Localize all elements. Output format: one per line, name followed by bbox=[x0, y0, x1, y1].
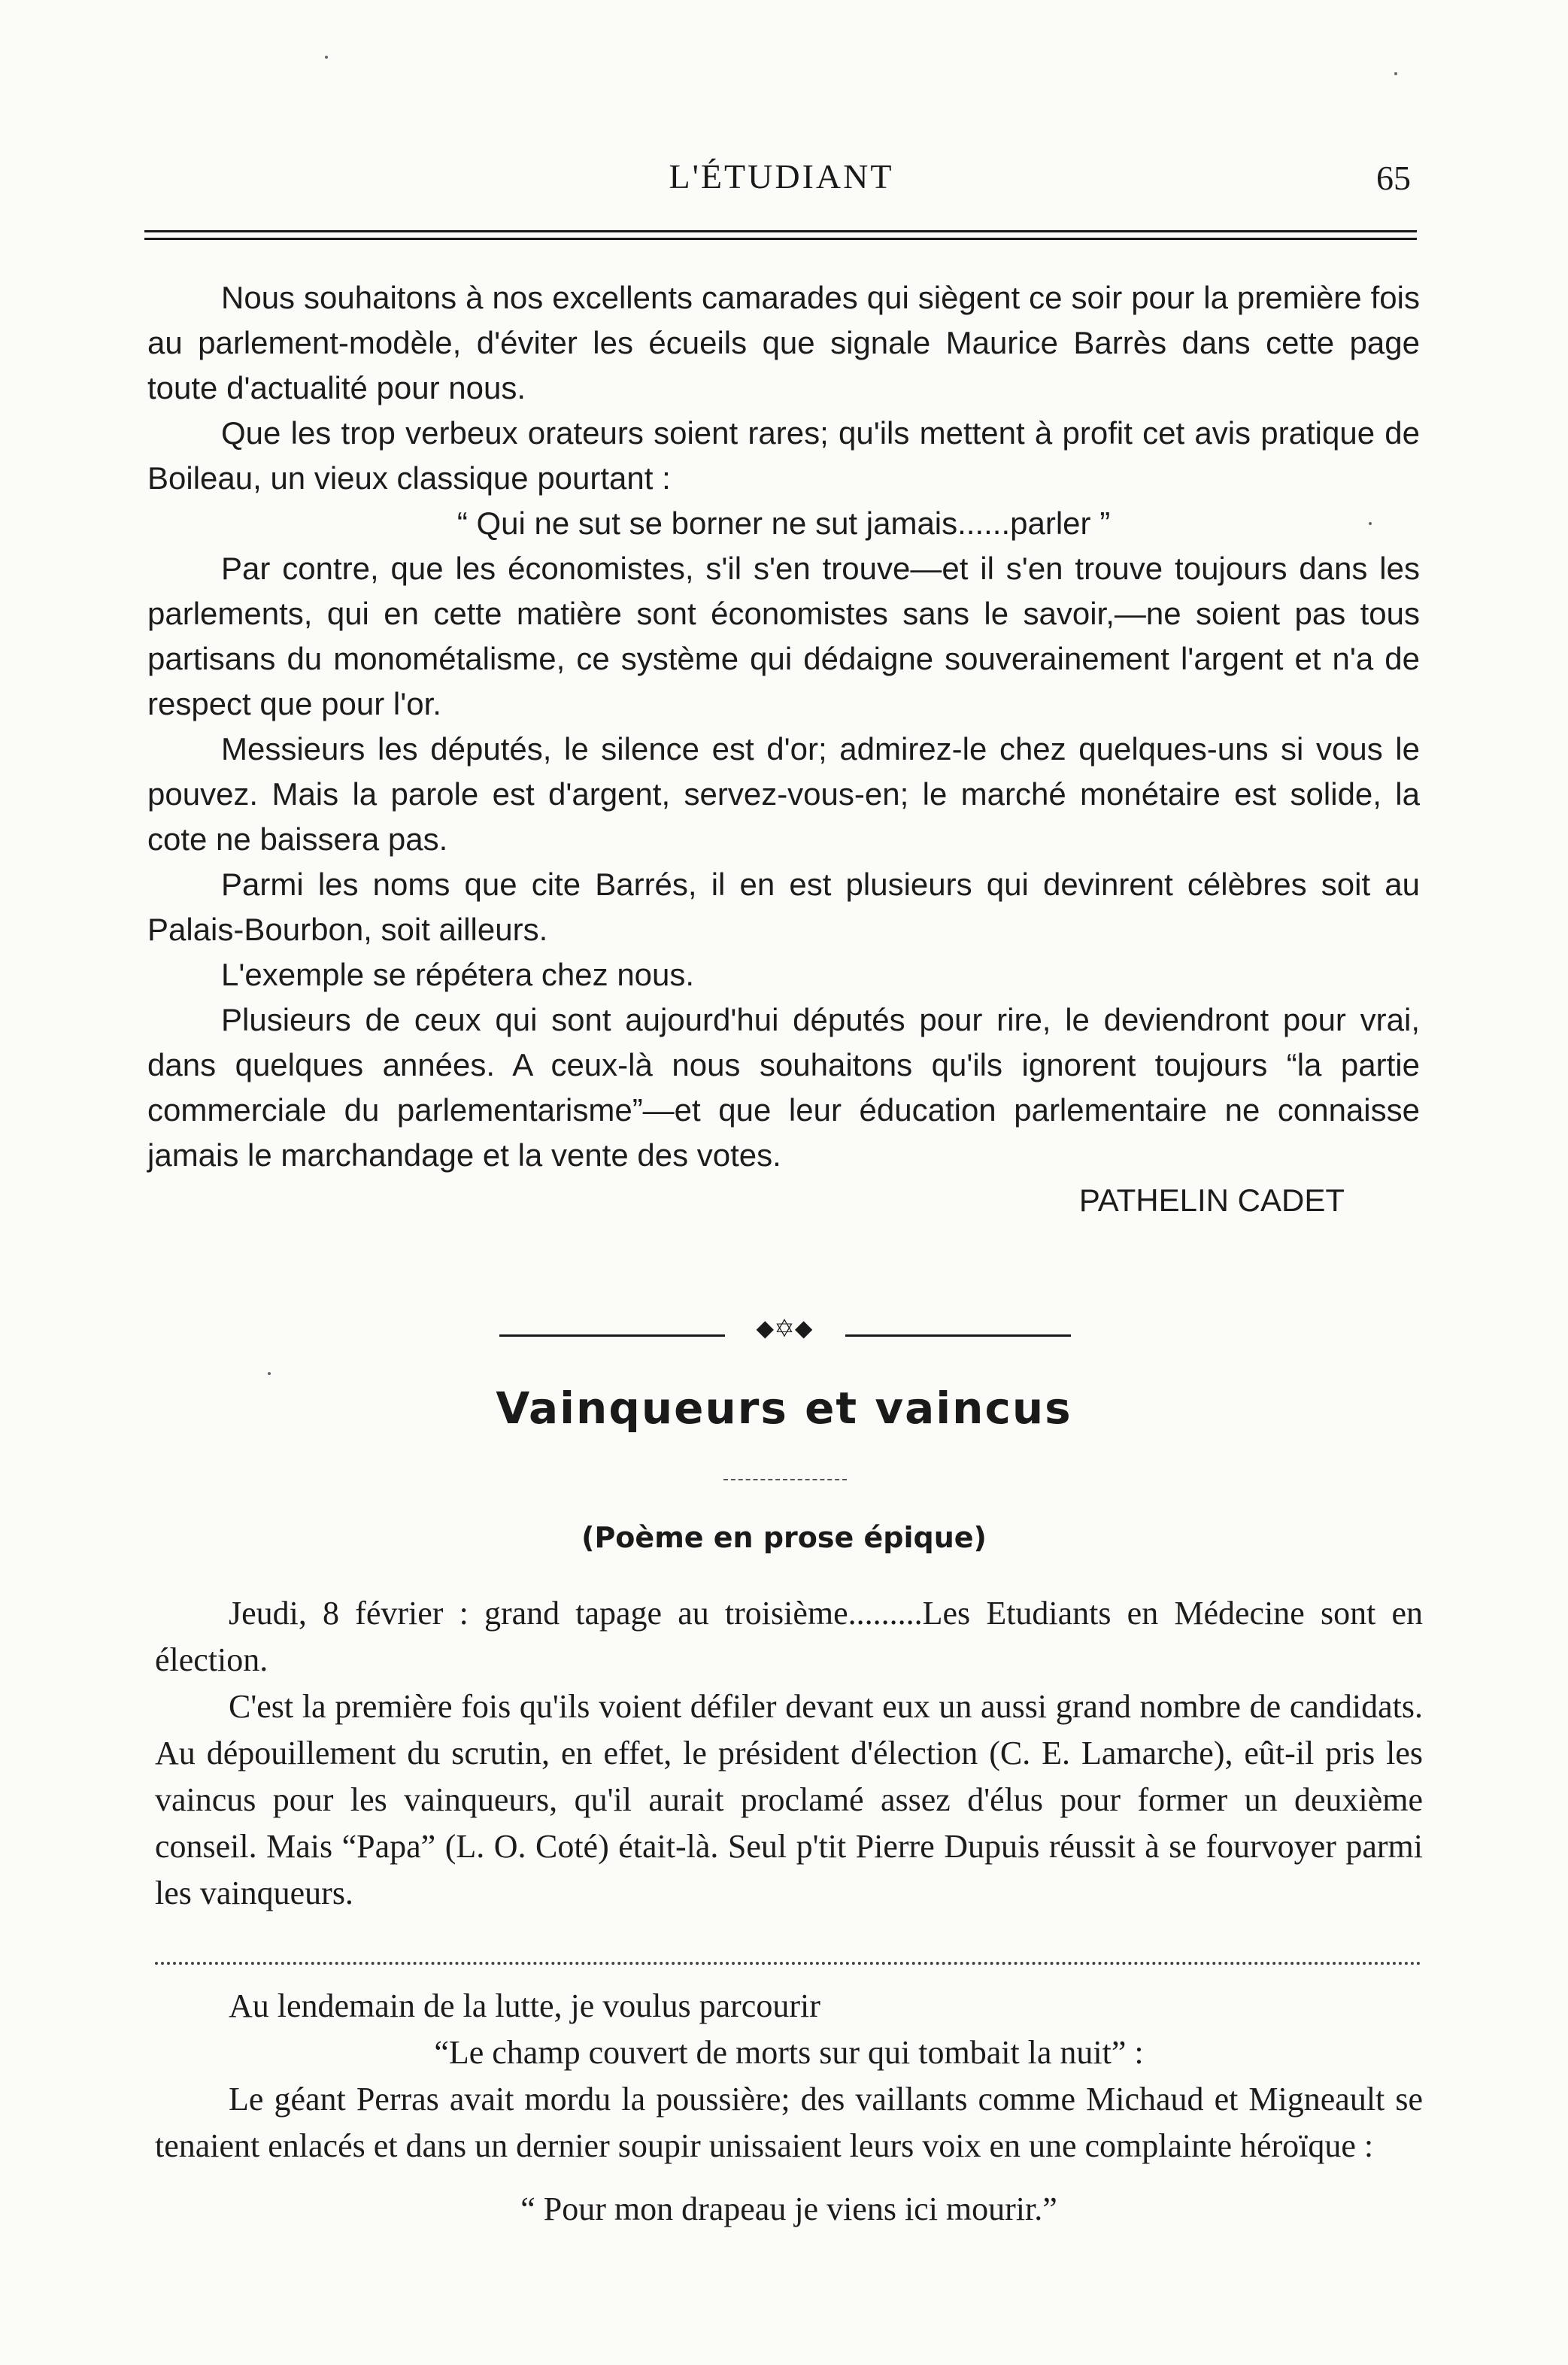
article-two-paragraph: Jeudi, 8 février : grand tapage au troisième.........Les Etudiants en Médecine sont en élection. bbox=[155, 1595, 1423, 1678]
running-header bbox=[147, 156, 1415, 202]
article-one-paragraph: L'exemple se répétera chez nous. bbox=[221, 957, 695, 992]
ornament-star-icon: ⬥✡⬥ bbox=[756, 1315, 814, 1343]
paper-speck bbox=[1394, 72, 1397, 75]
running-title: L'ÉTUDIANT bbox=[669, 157, 894, 196]
article-one-paragraph: Par contre, que les économistes, s'il s'en trouve—et il s'en trouve toujours dans les parlements, qui en cette matière sont économistes sans le savoir,—ne soient pas tous partisans du monométalisme, ce système qui dédaigne souverainement l'argent et n'a de respect que pour l'or. bbox=[147, 551, 1420, 721]
dotted-separator bbox=[155, 1962, 1421, 1965]
article-one-paragraph: Plusieurs de ceux qui sont aujourd'hui députés pour rire, le deviendront pour vrai, dans quelques années. A ceux-là nous souhaitons qu'ils ignorent toujours “la partie commerciale du parlementarisme”—et que leur éducation parlementaire ne connaisse jamais le marchandage et la vente des votes. bbox=[147, 1002, 1420, 1173]
title-dash-rule bbox=[723, 1479, 847, 1480]
ornament-line-left bbox=[499, 1334, 725, 1337]
article-two-paragraph: Le géant Perras avait mordu la poussière; des vaillants comme Michaud et Migneault se tenaient enlacés et dans un dernier soupir unissaient leurs voix en une complainte héroïque : bbox=[155, 2081, 1423, 2164]
article-one-paragraph: Messieurs les députés, le silence est d'or; admirez-le chez quelques-uns si vous le pouvez. Mais la parole est d'argent, servez-vous-en; le marché monétaire est solide, la cote ne baissera pas. bbox=[147, 731, 1420, 857]
article-two-paragraph: C'est la première fois qu'ils voient défiler devant eux un aussi grand nombre de candidats. Au dépouillement du scrutin, en effet, le président d'élection (C. E. Lamarche), eût-il pris les vaincus pour les vainqueurs, qu'il aurait proclamé assez d'élus pour former un deuxième conseil. Mais “Papa” (L. O. Coté) était-là. Seul p'tit Pierre Dupuis réussit à se fourvoyer parmi les vainqueurs. bbox=[155, 1688, 1423, 1911]
section-ornament bbox=[499, 1315, 1071, 1346]
article-one bbox=[147, 275, 1420, 1223]
closing-verse: “ Pour mon drapeau je viens ici mourir.” bbox=[520, 2190, 1057, 2227]
paper-speck bbox=[268, 1372, 271, 1375]
article-one-paragraph: Que les trop verbeux orateurs soient rares; qu'ils mettent à profit cet avis pratique de Boileau, un vieux classique pourtant : bbox=[147, 415, 1420, 496]
header-rule-top bbox=[144, 230, 1417, 232]
boileau-quote: “ Qui ne sut se borner ne sut jamais......parler ” bbox=[456, 505, 1111, 541]
article-two-body bbox=[155, 1590, 1423, 1917]
article-two-subtitle: (Poème en prose épique) bbox=[581, 1521, 987, 1554]
paper-speck bbox=[1369, 522, 1372, 525]
article-two-line: Au lendemain de la lutte, je voulus parcourir bbox=[229, 1987, 820, 2024]
article-two-continuation bbox=[155, 1983, 1423, 2233]
ornament-line-right bbox=[845, 1334, 1071, 1337]
article-one-paragraph: Parmi les noms que cite Barrés, il en est plusieurs qui devinrent célèbres soit au Palais-Bourbon, soit ailleurs. bbox=[147, 867, 1420, 947]
header-rule-bottom bbox=[144, 238, 1417, 240]
article-two-title: Vainqueurs et vaincus bbox=[496, 1383, 1072, 1434]
author-signature: PATHELIN CADET bbox=[1078, 1182, 1345, 1218]
paper-speck bbox=[325, 56, 328, 59]
page-number: 65 bbox=[1376, 159, 1411, 197]
article-one-paragraph: Nous souhaitons à nos excellents camarades qui siègent ce soir pour la première fois au parlement-modèle, d'éviter les écueils que signale Maurice Barrès dans cette page toute d'actualité pour nous. bbox=[147, 280, 1420, 405]
quoted-verse: “Le champ couvert de morts sur qui tombait la nuit” : bbox=[434, 2034, 1144, 2071]
